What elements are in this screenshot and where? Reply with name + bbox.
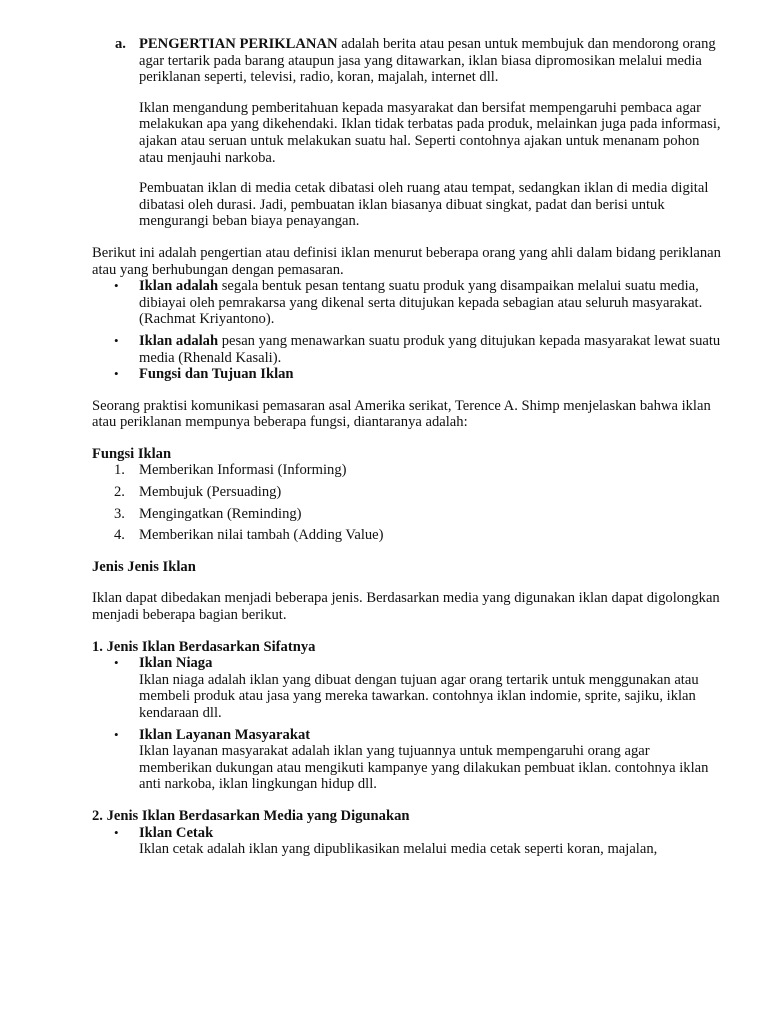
- fungsi-item-text: Membujuk (Persuading): [139, 484, 282, 501]
- definition-item: [92, 278, 722, 328]
- media-heading: [92, 808, 722, 825]
- fungsi-tujuan-heading: Fungsi dan Tujuan Iklan: [139, 366, 294, 383]
- sifat-item-title: Iklan Niaga: [139, 655, 213, 672]
- sifat-list: [92, 655, 722, 793]
- fungsi-item: [92, 506, 722, 523]
- sifat-heading: [92, 639, 722, 656]
- jenis-paragraph: Iklan dapat dibedakan menjadi beberapa jenis. Berdasarkan media yang digunakan iklan dapat digolongkan menjadi beberapa bagian berikut.: [92, 590, 720, 624]
- fungsi-item-number: 2.: [114, 484, 125, 501]
- document-page: [92, 36, 722, 858]
- fungsi-item-number: 3.: [114, 505, 125, 522]
- section-a-paragraph-2: Iklan mengandung pemberitahuan kepada masyarakat dan bersifat mempengaruhi pembaca agar melakukan apa yang dikehendaki. Iklan tidak terbatas pada produk, melainkan juga pada informasi, ajakan atau seruan untuk melakukan suatu hal. Seperti contohnya ajakan untuk menanam pohon atau menjauhi narkoba.: [139, 99, 721, 166]
- sifat-item: [92, 727, 722, 793]
- definitions-list: [92, 278, 722, 366]
- bullet-icon: •: [114, 726, 119, 742]
- definition-term: Iklan adalah: [139, 332, 219, 349]
- shimp-paragraph: Seorang praktisi komunikasi pemasaran asal Amerika serikat, Terence A. Shimp menjelaskan bahwa iklan atau periklanan mempunya beberapa fungsi, diantaranya adalah:: [92, 397, 711, 431]
- section-a: [92, 36, 722, 230]
- fungsi-item: [92, 527, 722, 544]
- media-heading-text: 2. Jenis Iklan Berdasarkan Media yang Digunakan: [92, 807, 410, 824]
- jenis-heading: [92, 559, 722, 576]
- fungsi-heading-text: Fungsi Iklan: [92, 445, 172, 462]
- fungsi-item-text: Memberikan nilai tambah (Adding Value): [139, 527, 384, 544]
- media-item-text: Iklan cetak adalah iklan yang dipublikasikan melalui media cetak seperti koran, majalan,: [139, 841, 658, 858]
- fungsi-item: [92, 484, 722, 501]
- fungsi-tujuan-item: [92, 366, 722, 383]
- bullet-icon: •: [114, 824, 119, 840]
- sifat-item-title: Iklan Layanan Masyarakat: [139, 726, 311, 743]
- sifat-item-text: Iklan niaga adalah iklan yang dibuat dengan tujuan agar orang tertarik untuk menggunakan atau membeli produk atau jasa yang mereka tawarkan. contohnya iklan indomie, sprite, sajiku, iklan kendaraan dll.: [139, 671, 699, 721]
- bullet-icon: •: [114, 655, 119, 671]
- definition-item: [92, 333, 722, 366]
- fungsi-list: [92, 462, 722, 543]
- bullet-icon: •: [114, 366, 119, 382]
- fungsi-tujuan-list: [92, 366, 722, 383]
- section-a-paragraph-1: [139, 36, 722, 86]
- fungsi-item-text: Mengingatkan (Reminding): [139, 505, 302, 522]
- intro-definitions: Berikut ini adalah pengertian atau definisi iklan menurut beberapa orang yang ahli dalam bidang periklanan atau yang berhubungan dengan pemasaran.: [92, 244, 721, 278]
- section-a-marker: a.: [115, 36, 126, 52]
- fungsi-heading: [92, 446, 722, 463]
- fungsi-item-number: 4.: [114, 527, 125, 544]
- media-item-title: Iklan Cetak: [139, 824, 214, 841]
- media-list: [92, 825, 722, 858]
- section-a-term: PENGERTIAN PERIKLANAN: [139, 36, 338, 52]
- definition-text: segala bentuk pesan tentang suatu produk yang disampaikan melalui suatu media, dibiayai oleh pemrakarsa yang dikenal serta ditujukan kepada sebagian atau seluruh masyarakat. (Rachmat Kriyantono).: [139, 278, 703, 328]
- sifat-item-text: Iklan layanan masyarakat adalah iklan yang tujuannya untuk mempengaruhi orang agar memberikan dukungan atau mengikuti kampanye yang dilakukan pembuat iklan. contohnya iklan anti narkoba, iklan lingkungan hidup dll.: [139, 743, 709, 793]
- bullet-icon: •: [114, 278, 119, 294]
- fungsi-item-number: 1.: [114, 462, 125, 479]
- definition-term: Iklan adalah: [139, 278, 219, 295]
- sifat-heading-text: 1. Jenis Iklan Berdasarkan Sifatnya: [92, 638, 316, 655]
- fungsi-item: [92, 462, 722, 479]
- section-a-paragraph-1-text: adalah berita atau pesan untuk membujuk dan mendorong orang agar tertarik pada barang ataupun jasa yang ditawarkan, iklan biasa dipromosikan melalui media periklanan seperti, televisi, radio, koran, majalah, internet dll.: [139, 36, 716, 86]
- media-item: [92, 825, 722, 858]
- sifat-item: [92, 655, 722, 721]
- section-a-paragraph-3: Pembuatan iklan di media cetak dibatasi oleh ruang atau tempat, sedangkan iklan di media digital dibatasi oleh durasi. Jadi, pembuatan iklan biasanya dibuat singkat, padat dan berisi untuk mengurangi beban biaya penayangan.: [139, 180, 709, 230]
- bullet-icon: •: [114, 332, 119, 348]
- jenis-heading-text: Jenis Jenis Iklan: [92, 558, 196, 575]
- fungsi-item-text: Memberikan Informasi (Informing): [139, 462, 347, 479]
- definition-text: pesan yang menawarkan suatu produk yang ditujukan kepada masyarakat lewat suatu media (Rhenald Kasali).: [139, 332, 721, 366]
